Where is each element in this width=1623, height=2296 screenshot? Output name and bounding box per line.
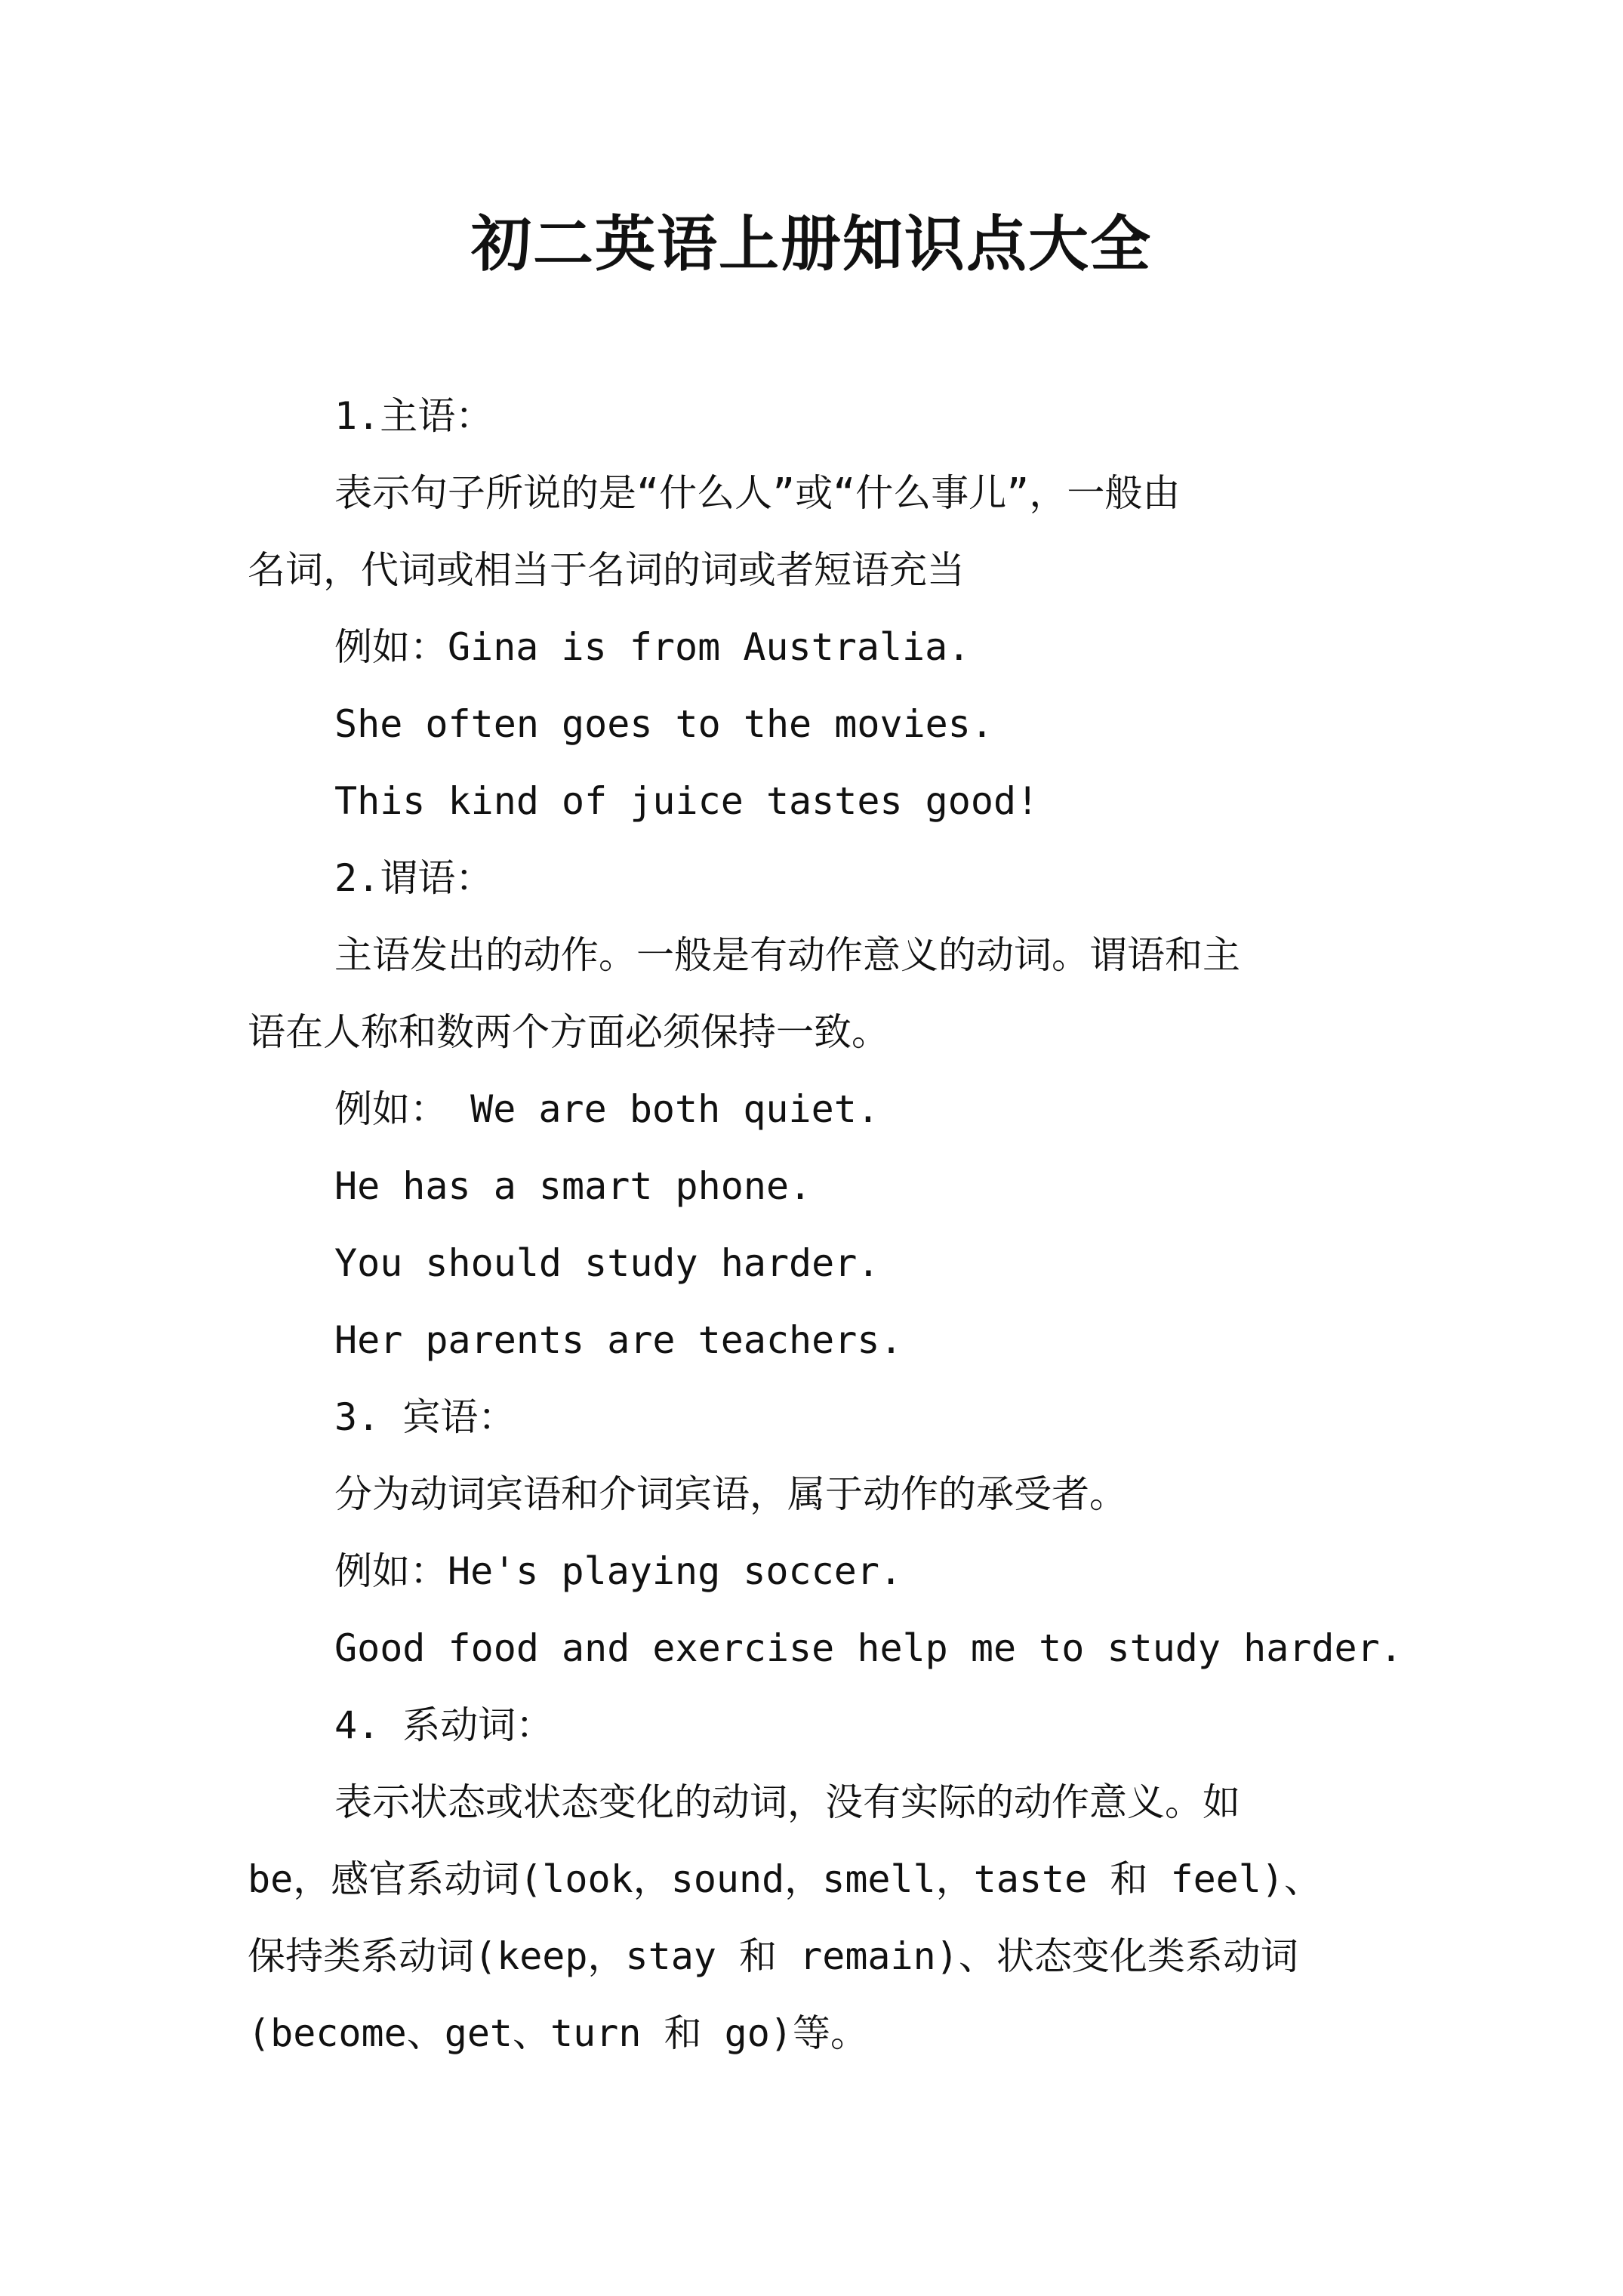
example-line: Her parents are teachers. xyxy=(334,1318,903,1362)
paragraph-line: 语在人称和数两个方面必须保持一致。 xyxy=(248,1010,889,1054)
paragraph-line: be，感官系动词(look，sound，smell，taste 和 feel)、 xyxy=(248,1857,1322,1901)
paragraph-line: 表示状态或状态变化的动词，没有实际的动作意义。如 xyxy=(334,1780,1240,1824)
document-title: 初二英语上册知识点大全 xyxy=(471,208,1152,279)
paragraph-line: (become、get、turn 和 go)等。 xyxy=(248,2011,868,2055)
paragraph-line: 表示句子所说的是“什么人”或“什么事儿”，一般由 xyxy=(334,471,1181,515)
example-line: He has a smart phone. xyxy=(334,1164,812,1208)
paragraph-line: 名词，代词或相当于名词的词或者短语充当 xyxy=(248,548,965,592)
paragraph-line: 分为动词宾语和介词宾语，属于动作的承受者。 xyxy=(334,1472,1127,1516)
example-line: 例如：Gina is from Australia. xyxy=(334,625,971,669)
section-heading-subject: 1.主语： xyxy=(334,394,494,438)
example-line: 例如：He's playing soccer. xyxy=(334,1549,903,1593)
paragraph-line: 主语发出的动作。一般是有动作意义的动词。谓语和主 xyxy=(334,933,1240,977)
example-line: Good food and exercise help me to study harder. xyxy=(334,1626,1403,1670)
paragraph-line: 保持类系动词(keep，stay 和 remain)、状态变化类系动词 xyxy=(248,1934,1298,1978)
section-heading-object: 3. 宾语： xyxy=(334,1395,516,1439)
example-line: She often goes to the movies. xyxy=(334,702,993,746)
example-line: You should study harder. xyxy=(334,1241,880,1285)
document-body xyxy=(248,378,1403,2072)
section-heading-linking-verb: 4. 系动词： xyxy=(334,1703,554,1747)
section-heading-predicate: 2.谓语： xyxy=(334,856,494,900)
example-line: 例如： We are both quiet. xyxy=(334,1087,879,1131)
example-line: This kind of juice tastes good! xyxy=(334,779,1039,823)
